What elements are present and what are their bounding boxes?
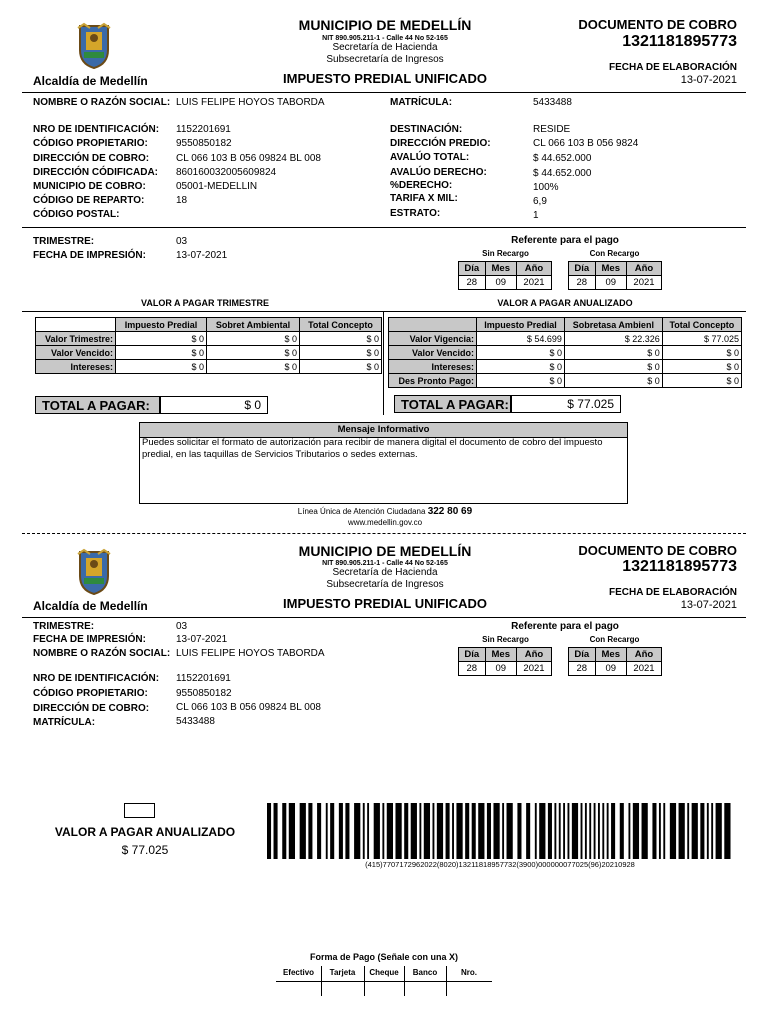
divider — [22, 227, 746, 228]
codigo-propietario-label: CÓDIGO PROPIETARIO: — [33, 138, 148, 149]
cell-value: $ 0 — [564, 346, 662, 360]
forma-pago-title: Forma de Pago (Señale con una X) — [309, 952, 459, 962]
trimestre-value: 03 — [176, 621, 188, 632]
linea-atencion — [250, 506, 520, 517]
nombre-value: LUIS FELIPE HOYOS TABORDA — [176, 97, 325, 108]
destinacion-value: RESIDE — [533, 124, 571, 135]
matricula-value: 5433488 — [533, 97, 572, 108]
trimestre-label: TRIMESTRE: — [33, 621, 95, 632]
valor-trimestre-title: VALOR A PAGAR TRIMESTRE — [141, 298, 269, 308]
con-recargo-label: Con Recargo — [589, 635, 640, 644]
cell-value: $ 0 — [300, 360, 382, 374]
cut-line — [22, 533, 746, 534]
pct-derecho-value: 100% — [533, 182, 559, 193]
subsecretaria-line: Subsecretaría de Ingresos — [326, 54, 444, 65]
cell-value: $ 0 — [300, 332, 382, 346]
con-recargo-label: Con Recargo — [589, 249, 640, 258]
mes-header: Mes — [485, 648, 516, 662]
con-mes: 09 — [595, 276, 626, 290]
matricula-value: 5433488 — [176, 716, 215, 727]
fecha-impresion-label: FECHA DE IMPRESIÓN: — [33, 634, 146, 645]
matricula-label: MATRÍCULA: — [33, 717, 96, 728]
con-dia: 28 — [569, 276, 596, 290]
cell-value: $ 77.025 — [662, 332, 741, 346]
ano-header: Año — [516, 648, 551, 662]
avaluo-total-label: AVALÚO TOTAL: — [390, 152, 470, 163]
subsecretaria-line: Subsecretaría de Ingresos — [326, 579, 444, 590]
fecha-impresion-value: 13-07-2021 — [176, 250, 228, 261]
col-impuesto-predial: Impuesto Predial — [116, 318, 207, 332]
total-trimestre-value: $ 0 — [160, 396, 268, 414]
direccion-cobro-value: CL 066 103 B 056 09824 BL 008 — [176, 702, 321, 713]
direccion-predio-label: DIRECCIÓN PREDIO: — [390, 138, 491, 149]
coat-of-arms-logo — [76, 548, 112, 596]
mensaje-title: Mensaje Informativo — [140, 423, 627, 438]
mes-header: Mes — [595, 262, 626, 276]
sin-mes: 09 — [485, 276, 516, 290]
dia-header: Día — [569, 648, 596, 662]
con-recargo-date-table — [568, 647, 662, 676]
alcaldia-name: Alcaldía de Medellín — [33, 599, 148, 613]
fecha-elaboracion-label: FECHA DE ELABORACIÓN — [609, 62, 737, 73]
direccion-cobro-label: DIRECCIÓN DE COBRO: — [33, 153, 150, 164]
trimestre-values-table — [35, 317, 382, 374]
pct-derecho-label: %DERECHO: — [390, 180, 453, 191]
dia-header: Día — [459, 262, 486, 276]
nro-identificacion-label: NRO DE IDENTIFICACIÓN: — [33, 673, 160, 684]
sin-recargo-date-table — [458, 261, 552, 290]
matricula-label: MATRÍCULA: — [390, 97, 453, 108]
cell-value: $ 54.699 — [477, 332, 565, 346]
fecha-elaboracion-label: FECHA DE ELABORACIÓN — [609, 587, 737, 598]
divider — [22, 617, 746, 618]
destinacion-label: DESTINACIÓN: — [390, 124, 463, 135]
barcode — [267, 803, 733, 859]
estrato-label: ESTRATO: — [390, 208, 441, 219]
codigo-propietario-label: CÓDIGO PROPIETARIO: — [33, 688, 148, 699]
mes-header: Mes — [595, 648, 626, 662]
cell-value: $ 0 — [116, 346, 207, 360]
cell-value: $ 0 — [207, 346, 300, 360]
referente-title: Referente para el pago — [511, 235, 619, 246]
total-anualizado-value: $ 77.025 — [511, 395, 621, 413]
cell-value: $ 0 — [564, 374, 662, 388]
cell-value: $ 0 — [662, 360, 741, 374]
row-label: Intereses: — [389, 360, 477, 374]
valor-anualizado-label: VALOR A PAGAR ANUALIZADO — [54, 825, 236, 839]
sin-dia: 28 — [459, 662, 486, 676]
referente-title: Referente para el pago — [511, 621, 619, 632]
trimestre-label: TRIMESTRE: — [33, 236, 95, 247]
sin-recargo-date-table — [458, 647, 552, 676]
nombre-label: NOMBRE O RAZÓN SOCIAL: — [33, 97, 171, 108]
nombre-value: LUIS FELIPE HOYOS TABORDA — [176, 648, 325, 659]
direccion-codificada-label: DIRECCIÓN CÓDIFICADA: — [33, 167, 158, 178]
fecha-impresion-label: FECHA DE IMPRESIÓN: — [33, 250, 146, 261]
sin-dia: 28 — [459, 276, 486, 290]
valor-anualizado-value: $ 77.025 — [121, 843, 169, 857]
cell-value: $ 0 — [477, 346, 565, 360]
marker-checkbox[interactable] — [124, 803, 155, 818]
total-trimestre-label: TOTAL A PAGAR: — [35, 396, 160, 414]
linea-atencion-label: Línea Única de Atención Ciudadana — [297, 507, 426, 516]
avaluo-total-value: $ 44.652.000 — [533, 153, 592, 164]
mensaje-text: Puedes solicitar el formato de autorización para recibir de manera digital el documento de cobro del impuesto predial, en las taquillas de Servicios Tributarios o sedes externas. — [142, 437, 603, 460]
row-label: Intereses: — [36, 360, 116, 374]
forma-pago-option: Cheque — [369, 968, 399, 977]
coat-of-arms-logo — [76, 22, 112, 70]
documento-cobro-label: DOCUMENTO DE COBRO — [578, 17, 737, 32]
row-label: Valor Vencido: — [389, 346, 477, 360]
codigo-reparto-value: 18 — [176, 195, 188, 206]
secretaria-line: Secretaría de Hacienda — [332, 567, 438, 578]
impuesto-title: IMPUESTO PREDIAL UNIFICADO — [283, 71, 487, 86]
linea-atencion-telefono: 322 80 69 — [427, 506, 473, 517]
fecha-elaboracion-value: 13-07-2021 — [680, 74, 737, 86]
fecha-impresion-value: 13-07-2021 — [176, 634, 228, 645]
nro-identificacion-label: NRO DE IDENTIFICACIÓN: — [33, 124, 160, 135]
avaluo-derecho-label: AVALÚO DERECHO: — [390, 167, 487, 178]
nit-line: NIT 890.905.211-1 - Calle 44 No 52-165 — [322, 560, 448, 567]
municipio-title: MUNICIPIO DE MEDELLÍN — [298, 17, 472, 33]
con-ano: 2021 — [626, 662, 661, 676]
row-label: Valor Vencido: — [36, 346, 116, 360]
trimestre-value: 03 — [176, 236, 188, 247]
forma-pago-option: Nro. — [461, 968, 477, 977]
municipio-cobro-value: 05001-MEDELLIN — [176, 181, 258, 192]
sin-ano: 2021 — [516, 662, 551, 676]
website-link[interactable]: www.medellin.gov.co — [347, 518, 423, 527]
anualizado-values-table — [388, 317, 742, 388]
cell-value: $ 0 — [116, 360, 207, 374]
direccion-cobro-label: DIRECCIÓN DE COBRO: — [33, 703, 150, 714]
direccion-cobro-value: CL 066 103 B 056 09824 BL 008 — [176, 153, 321, 164]
forma-pago-grid — [276, 966, 492, 996]
forma-pago-option: Efectivo — [282, 968, 315, 977]
forma-pago-option: Banco — [412, 968, 438, 977]
col-total-concepto: Total Concepto — [300, 318, 382, 332]
sin-mes: 09 — [485, 662, 516, 676]
dia-header: Día — [459, 648, 486, 662]
col-total-concepto: Total Concepto — [662, 318, 741, 332]
impuesto-title: IMPUESTO PREDIAL UNIFICADO — [283, 596, 487, 611]
municipio-cobro-label: MUNICIPIO DE COBRO: — [33, 181, 146, 192]
vertical-divider — [383, 311, 384, 415]
direccion-codificada-value: 860160032005609824 — [176, 167, 277, 178]
mensaje-box — [139, 422, 628, 504]
divider — [22, 92, 746, 93]
divider — [22, 311, 746, 312]
documento-cobro-number: 1321181895773 — [622, 33, 737, 50]
fecha-elaboracion-value: 13-07-2021 — [680, 599, 737, 611]
con-mes: 09 — [595, 662, 626, 676]
avaluo-derecho-value: $ 44.652.000 — [533, 168, 592, 179]
total-anualizado-label: TOTAL A PAGAR: — [394, 395, 511, 413]
barcode-text: (415)7707172962022(8020)13211818957732(3900)000000077025(96)20210928 — [365, 860, 635, 869]
col-sobretasa-ambiental: Sobretasa Ambienl — [564, 318, 662, 332]
nombre-label: NOMBRE O RAZÓN SOCIAL: — [33, 648, 171, 659]
nro-identificacion-value: 1152201691 — [176, 124, 231, 135]
ano-header: Año — [516, 262, 551, 276]
codigo-reparto-label: CÓDIGO DE REPARTO: — [33, 195, 145, 206]
estrato-value: 1 — [533, 210, 539, 221]
row-label: Valor Vigencia: — [389, 332, 477, 346]
cell-value: $ 0 — [116, 332, 207, 346]
direccion-predio-value: CL 066 103 B 056 9824 — [533, 138, 639, 149]
ano-header: Año — [626, 648, 661, 662]
documento-cobro-number: 1321181895773 — [622, 558, 737, 575]
cell-value: $ 0 — [207, 360, 300, 374]
sin-recargo-label: Sin Recargo — [482, 249, 529, 258]
col-sobret-ambiental: Sobret Ambiental — [207, 318, 300, 332]
forma-pago-option: Tarjeta — [329, 968, 356, 977]
cell-value: $ 0 — [662, 346, 741, 360]
cell-value: $ 0 — [207, 332, 300, 346]
con-recargo-date-table — [568, 261, 662, 290]
alcaldia-name: Alcaldía de Medellín — [33, 74, 148, 88]
tarifa-value: 6,9 — [533, 196, 547, 207]
cell-value: $ 0 — [300, 346, 382, 360]
row-label: Valor Trimestre: — [36, 332, 116, 346]
ano-header: Año — [626, 262, 661, 276]
municipio-title: MUNICIPIO DE MEDELLÍN — [298, 543, 472, 559]
secretaria-line: Secretaría de Hacienda — [332, 42, 438, 53]
col-impuesto-predial: Impuesto Predial — [477, 318, 565, 332]
con-dia: 28 — [569, 662, 596, 676]
cell-value: $ 0 — [477, 374, 565, 388]
codigo-propietario-value: 9550850182 — [176, 138, 232, 149]
nro-identificacion-value: 1152201691 — [176, 673, 231, 684]
valor-anualizado-title: VALOR A PAGAR ANUALIZADO — [497, 298, 633, 308]
sin-ano: 2021 — [516, 276, 551, 290]
documento-cobro-label: DOCUMENTO DE COBRO — [578, 543, 737, 558]
cell-value: $ 0 — [477, 360, 565, 374]
cell-value: $ 0 — [564, 360, 662, 374]
codigo-postal-label: CÓDIGO POSTAL: — [33, 209, 120, 220]
cell-value: $ 22.326 — [564, 332, 662, 346]
cell-value: $ 0 — [662, 374, 741, 388]
sin-recargo-label: Sin Recargo — [482, 635, 529, 644]
dia-header: Día — [569, 262, 596, 276]
mes-header: Mes — [485, 262, 516, 276]
nit-line: NIT 890.905.211-1 - Calle 44 No 52-165 — [322, 35, 448, 42]
con-ano: 2021 — [626, 276, 661, 290]
row-label: Des Pronto Pago: — [389, 374, 477, 388]
codigo-propietario-value: 9550850182 — [176, 688, 232, 699]
tarifa-label: TARIFA X MIL: — [390, 193, 458, 204]
